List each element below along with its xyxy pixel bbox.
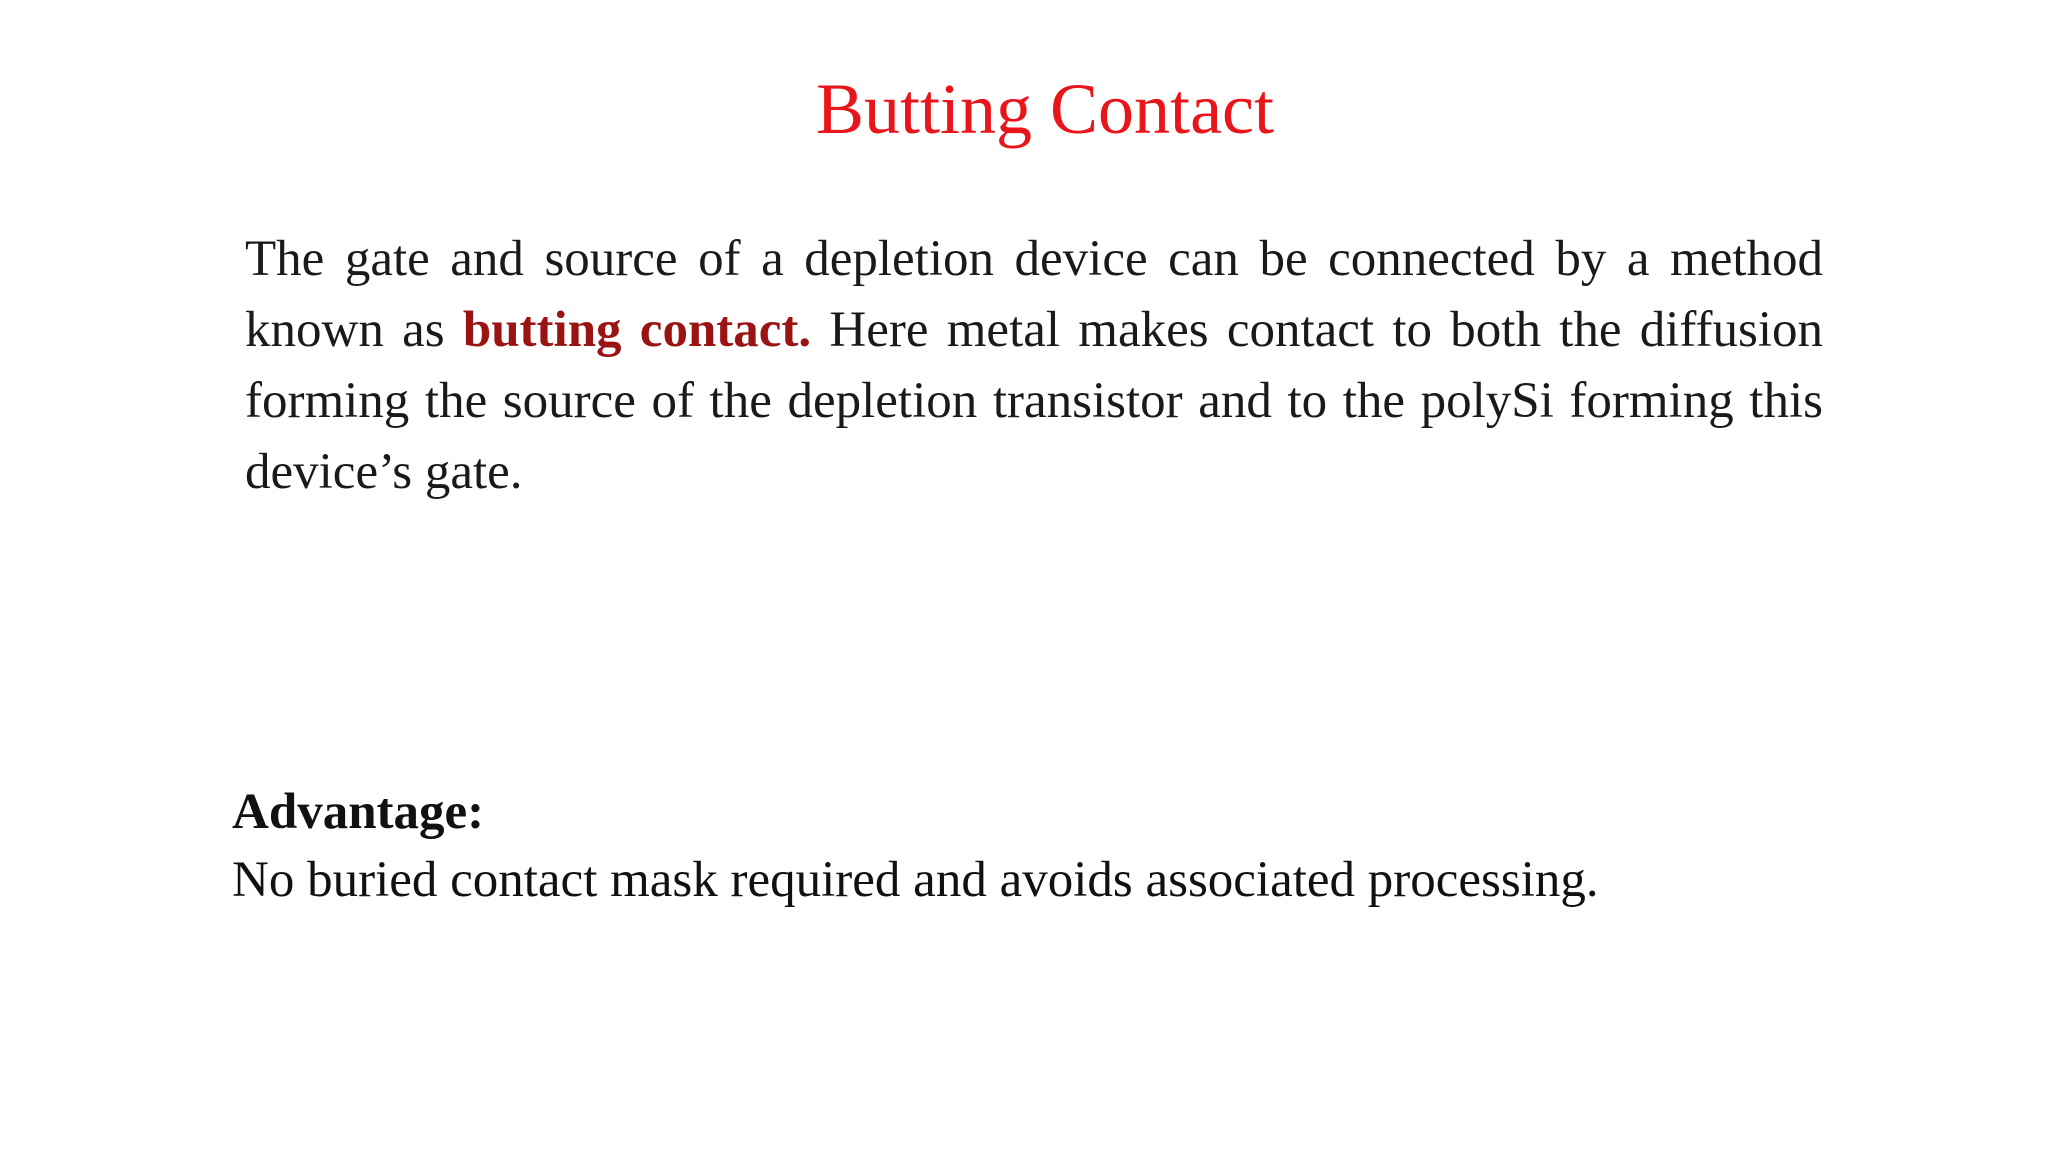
paragraph-text-after: Here metal makes contact to both the diffusion forming the source of the depletion transistor and to the polySi forming this device’s gate. xyxy=(245,302,1823,500)
body-paragraph xyxy=(245,224,1823,508)
slide-title: Butting Contact xyxy=(816,69,1274,149)
paragraph-text-before: The gate and source of a depletion device can be connected by a method known as xyxy=(245,231,1823,358)
highlighted-term: butting contact. xyxy=(462,302,812,358)
advantage-text: No buried contact mask required and avoids associated processing. xyxy=(232,852,1599,908)
advantage-heading: Advantage: xyxy=(232,784,485,840)
